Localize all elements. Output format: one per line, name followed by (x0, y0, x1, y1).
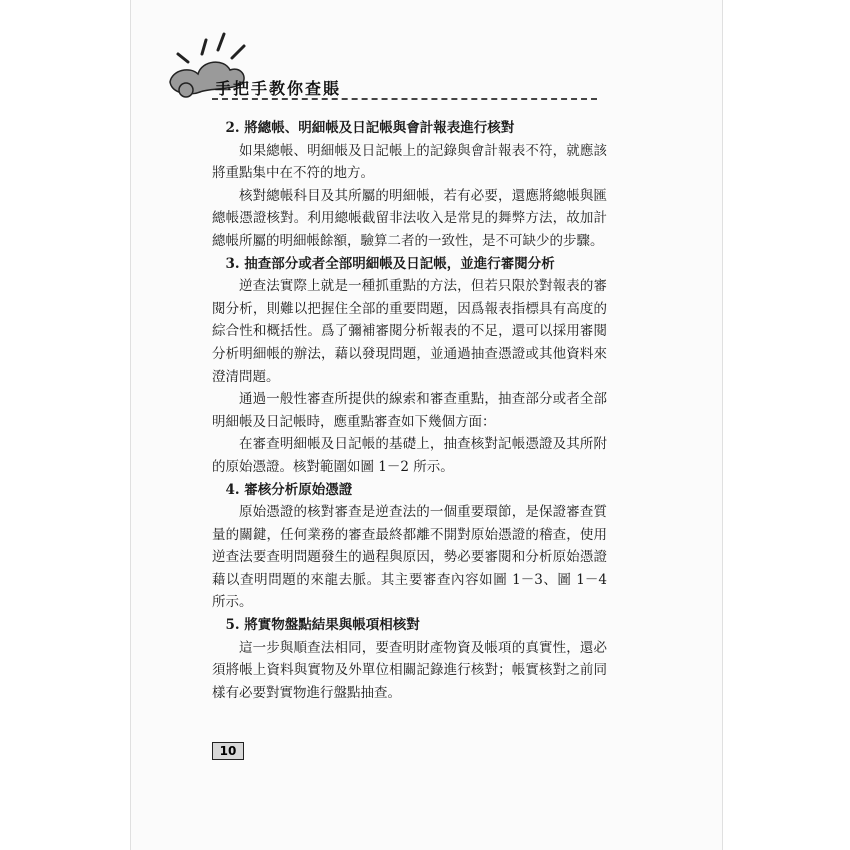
header-divider (212, 98, 597, 100)
paragraph: 逆查法實際上就是一種抓重點的方法，但若只限於對報表的審閱分析，則難以把握住全部的重要問題，因爲報表指標具有高度的綜合性和概括性。爲了彌補審閱分析報表的不足，還可以採用審閱分析明細帳的辦法，藉以發現問題，並通過抽查憑證或其他資料來澄清問題。 (212, 278, 607, 385)
paragraph: 如果總帳、明細帳及日記帳上的記錄與會計報表不符，就應該將重點集中在不符的地方。 (212, 142, 607, 182)
body-text (212, 117, 607, 704)
running-header-title: 手把手教你查賬 (215, 79, 342, 98)
section-heading: 4. 審核分析原始憑證 (225, 481, 353, 498)
paragraph: 核對總帳科目及其所屬的明細帳，若有必要，還應將總帳與匯總帳憑證核對。利用總帳截留非法收入是常見的舞弊方法，故加計總帳所屬的明細帳餘額，驗算二者的一致性，是不可缺少的步驟。 (212, 187, 607, 249)
paragraph: 通過一般性審查所提供的線索和審查重點，抽查部分或者全部明細帳及日記帳時，應重點審查如下幾個方面： (212, 391, 607, 430)
section-heading: 5. 將實物盤點結果與帳項相核對 (225, 617, 420, 634)
page-number: 10 (212, 742, 244, 760)
section-heading: 2. 將總帳、明細帳及日記帳與會計報表進行核對 (225, 120, 515, 136)
paragraph: 在審查明細帳及日記帳的基礎上，抽查核對記帳憑證及其所附的原始憑證。核對範圍如圖 1－2 所示。 (212, 436, 607, 475)
paragraph: 這一步與順查法相同，要查明財產物資及帳項的真實性，還必須將帳上資料與實物及外單位相關記錄進行核對；帳實核對之前同樣有必要對實物進行盤點抽查。 (212, 639, 607, 701)
section-heading: 3. 抽查部分或者全部明細帳及日記帳，並進行審閱分析 (225, 255, 555, 272)
paragraph: 原始憑證的核對審查是逆查法的一個重要環節，是保證審查質量的關鍵，任何業務的審查最終都離不開對原始憑證的稽查，使用逆查法要查明問題發生的過程與原因，勢必要審閱和分析原始憑證藉以查明問題的來龍去脈。其主要審查內容如圖 1－3、圖 1－4 所示。 (212, 504, 607, 611)
